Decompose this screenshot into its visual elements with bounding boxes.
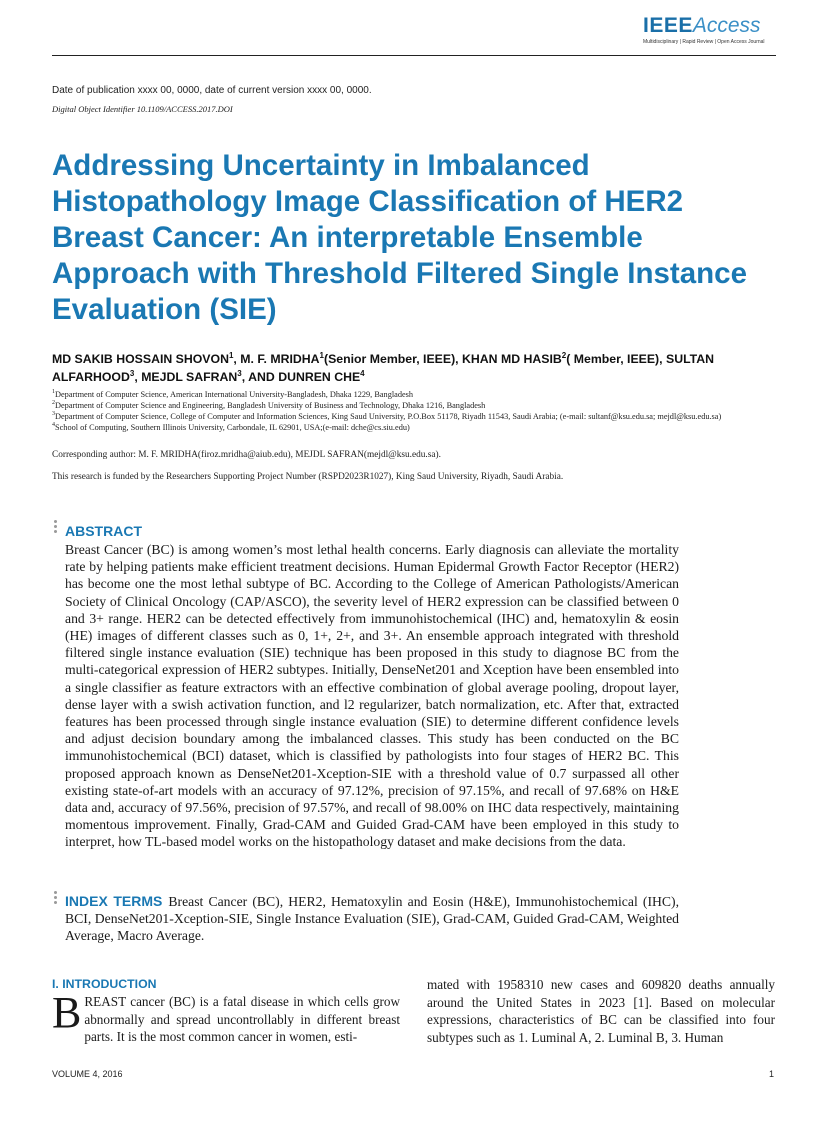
author-name: MD SAKIB HOSSAIN SHOVON	[52, 352, 229, 366]
author-affil-mark: 1	[228, 350, 234, 360]
corresponding-author: Corresponding author: M. F. MRIDHA(firoz.mridha@aiub.edu), MEJDL SAFRAN(mejdl@ksu.edu.sa).	[52, 450, 441, 460]
logo-tagline: Multidisciplinary | Rapid Review | Open Access Journal	[643, 39, 765, 45]
author-name: MEJDL SAFRAN	[141, 370, 238, 384]
affiliation-text: School of Computing, Southern Illinois University, Carbondale, IL 62901, USA;(e-mail: dche@cs.siu.edu)	[55, 423, 410, 432]
affiliation-item	[52, 422, 772, 433]
affiliation-text: Department of Computer Science, College of Computer and Information Sciences, King Saud University, P.O.Box 51178, Riyadh 11543, Saudi Arabia; (e-mail: sultanf@ksu.edu.sa; mejdl@ksu.edu.sa)	[55, 412, 722, 421]
author-separator: (Senior Member, IEEE),	[323, 352, 463, 366]
author-affil-mark: 2	[561, 350, 567, 360]
affiliation-mark: 3	[52, 411, 55, 418]
intro-column-right: mated with 1958310 new cases and 609820 deaths annually around the United States in 2023 [1]. Based on molecular expressions, characteristics of BC can be classified into four subtypes such as 1. Luminal A, 2. Luminal B, 3. Human	[427, 977, 775, 1045]
author-affil-mark: 1	[319, 350, 324, 360]
doi-line: Digital Object Identifier 10.1109/ACCESS.2017.DOI	[52, 104, 233, 114]
paper-title: Addressing Uncertainty in Imbalanced Histopathology Image Classification of HER2 Breast Cancer: An interpretable Ensemble Approach with Threshold Filtered Single Instance Evaluation (SIE)	[52, 149, 747, 326]
logo-access-text: Access	[692, 14, 761, 37]
logo-ieee-text: IEEE	[643, 14, 693, 37]
author-name: KHAN MD HASIB	[462, 352, 562, 366]
author-affil-mark: 3	[237, 368, 242, 378]
affiliation-mark: 4	[52, 422, 55, 429]
section-dots-icon	[54, 520, 58, 535]
introduction-heading: I. INTRODUCTION	[52, 977, 157, 991]
author-name: M. F. MRIDHA	[240, 352, 320, 366]
affiliations	[52, 389, 772, 433]
abstract-heading: ABSTRACT	[65, 523, 142, 539]
affiliation-mark: 2	[52, 400, 55, 407]
abstract-body: Breast Cancer (BC) is among women’s most lethal health concerns. Early diagnosis can alleviate the mortality rate by helping patients make efficient treatment decisions. Human Epidermal Growth Factor Receptor (HER2) has become one the most lethal subtype of BC. According to the College of American Pathologists/American Society of Clinical Oncology (CAP/ASCO), the severity level of HER2 expression can be classified between 0 and 3+ range. HER2 can be detected effectively from immunohistochemical (IHC) and, hematoxylin & eosin (HE) images of different classes such as 0, 1+, 2+, and 3+. An ensemble approach integrated with threshold filtered single instance evaluation (SIE) technique has been proposed in this study to diagnose BC from the multi-categorical expression of HER2 subtypes. Initially, DenseNet201 and Xception have been ensembled into a single classifier as feature extractors with an effective combination of global average pooling, dropout layer, dense layer with a swish activation function, and l2 regularizer, batch normalization, etc. After that, extracted features has been processed through single instance evaluation (SIE) to determine different confidence levels and adjust decision boundary among the imbalanced classes. This study has been conducted on the BC immunohistochemical (BCI) dataset, which is classified by pathologists into four stages of HER2 BC. This proposed approach known as DenseNet201-Xception-SIE with a threshold value of 0.7 surpassed all other existing state-of-art models with an accuracy of 97.12%, precision of 97.15%, and recall of 97.68% on H&E data and, accuracy of 97.56%, precision of 97.57%, and recall of 98.00% on IHC data respectively, maintaining momentous improvement. Finally, Grad-CAM and Guided Grad-CAM have been employed in this study to interpret, how TL-based model works on the histopathology dataset and make decisions from the data.	[65, 542, 679, 850]
author-separator: ( Member, IEEE),	[566, 352, 666, 366]
index-terms-heading: INDEX TERMS	[65, 893, 163, 909]
section-dots-icon	[54, 891, 58, 906]
drop-cap: B	[52, 988, 82, 1037]
header-rule	[52, 55, 776, 56]
author-separator: , AND	[241, 370, 279, 384]
author-separator: ,	[134, 370, 142, 384]
index-terms	[65, 893, 679, 945]
affiliation-item	[52, 411, 772, 422]
index-terms-body: Breast Cancer (BC), HER2, Hematoxylin and Eosin (H&E), Immunohistochemical (IHC), BCI, DenseNet201-Xception-SIE, Single Instance Evaluation (SIE), Grad-CAM, Guided Grad-CAM, Weighted Average, Macro Average.	[65, 894, 679, 944]
author-affil-mark: 3	[129, 368, 135, 378]
funding-note: This research is funded by the Researchers Supporting Project Number (RSPD2023R1027), King Saud University, Riyadh, Saudi Arabia.	[52, 472, 564, 482]
author-separator: ,	[233, 352, 241, 366]
author-list	[52, 350, 772, 386]
affiliation-text: Department of Computer Science and Engineering, Bangladesh University of Business and Technology, Dhaka 1216, Bangladesh	[55, 401, 486, 410]
author-name: DUNREN CHE	[278, 370, 361, 384]
affiliation-item	[52, 400, 772, 411]
affiliation-mark: 1	[52, 389, 55, 396]
publication-date: Date of publication xxxx 00, 0000, date of current version xxxx 00, 0000.	[52, 85, 372, 96]
affiliation-item	[52, 389, 772, 400]
intro-text-left: REAST cancer (BC) is a fatal disease in which cells grow abnormally and spread uncontrollably in different breast parts. It is the most common cancer in women, esti-	[84, 994, 400, 1044]
ieee-access-logo	[643, 14, 771, 54]
author-name: SULTAN ALFARHOOD	[52, 352, 715, 384]
affiliation-text: Department of Computer Science, American International University-Bangladesh, Dhaka 1229, Bangladesh	[55, 390, 414, 399]
author-affil-mark: 4	[360, 368, 365, 378]
volume-label: VOLUME 4, 2016	[52, 1069, 123, 1079]
page-number: 1	[769, 1069, 775, 1079]
intro-column-left	[52, 988, 400, 1046]
